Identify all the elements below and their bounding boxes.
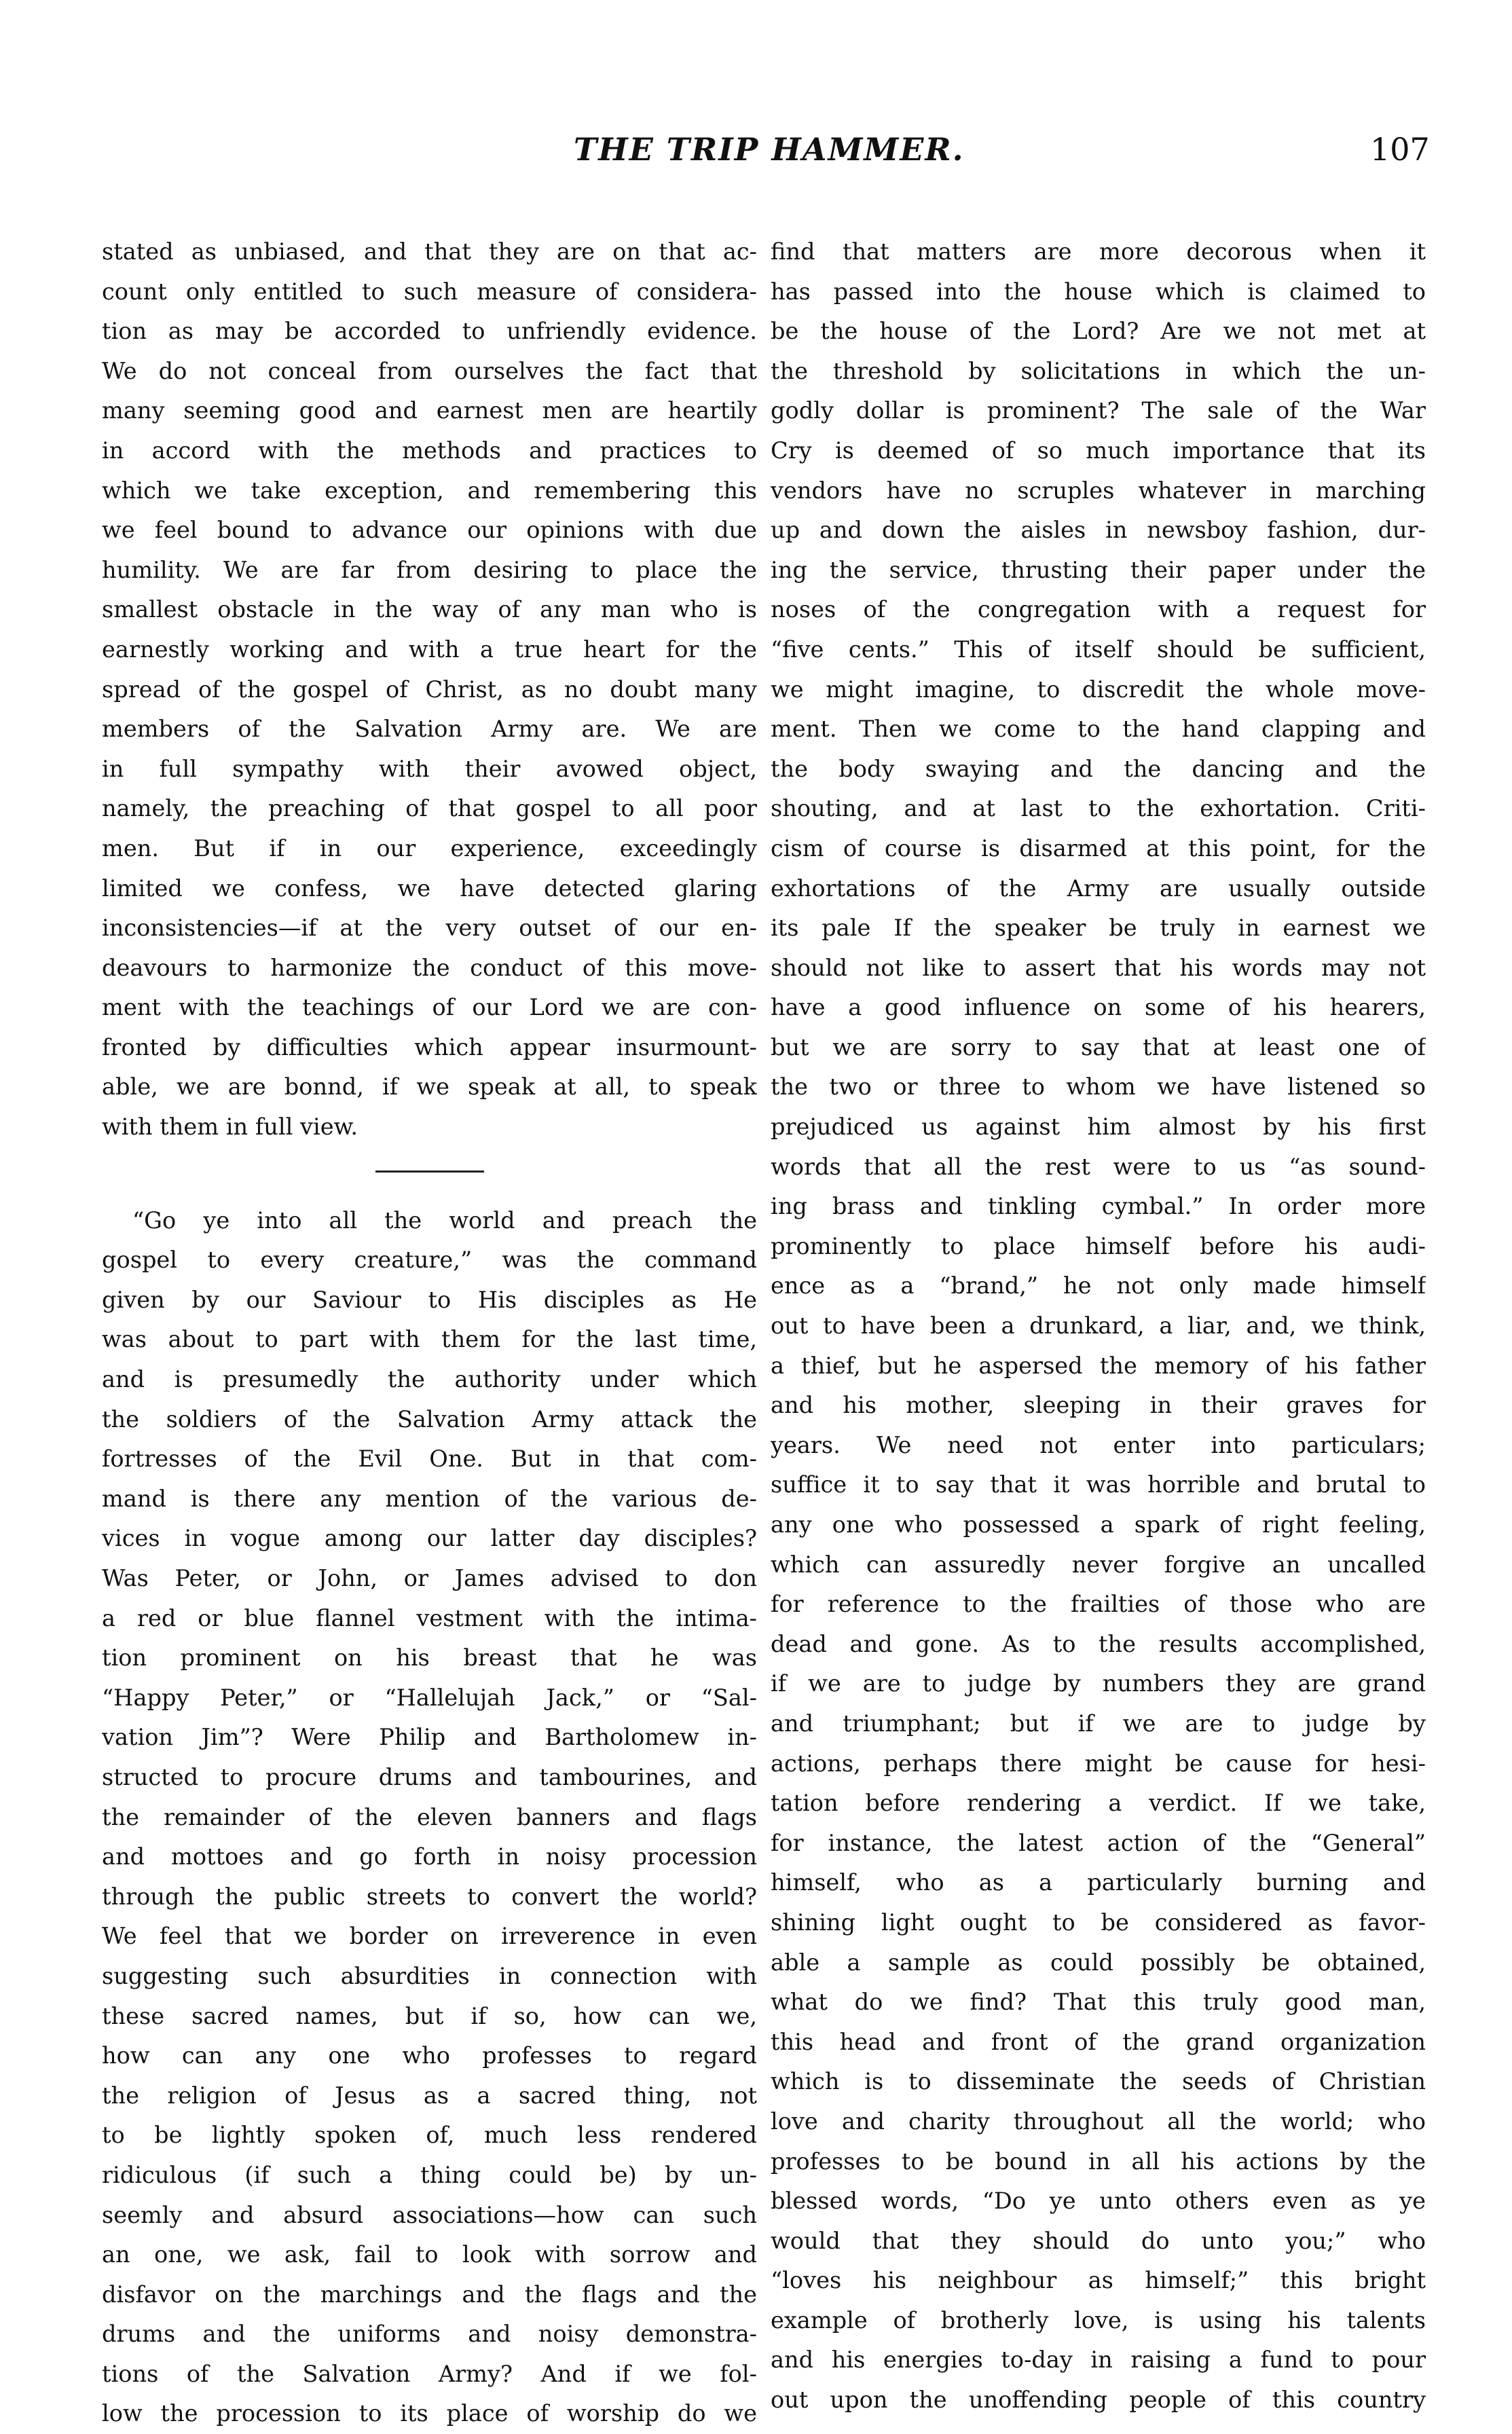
text-line: for instance, the latest action of the “General”	[771, 1829, 1426, 1856]
text-line: Cry is deemed of so much importance that its	[771, 437, 1426, 464]
text-line: ment with the teachings of our Lord we are con-	[102, 994, 757, 1021]
text-line: earnestly working and with a true heart for the	[102, 635, 757, 663]
text-line: “five cents.” This of itself should be sufficient,	[771, 635, 1426, 663]
text-line: an one, we ask, fail to look with sorrow and	[102, 2241, 757, 2268]
text-line: vices in vogue among our latter day disciples?	[102, 1525, 757, 1552]
text-line: and is presumedly the authority under which	[102, 1366, 757, 1393]
text-line: prejudiced us against him almost by his first	[771, 1113, 1426, 1141]
page-header	[0, 124, 1512, 179]
text-line: with them in full view.	[102, 1113, 358, 1141]
text-line: for reference to the frailties of those who are	[771, 1591, 1426, 1618]
text-line: this head and front of the grand organization	[771, 2028, 1426, 2055]
text-line: noses of the congregation with a request for	[771, 596, 1426, 623]
text-line: deavours to harmonize the conduct of this move-	[102, 954, 757, 981]
text-line: inconsistencies—if at the very outset of our en-	[102, 915, 757, 942]
text-line: what do we find? That this truly good man,	[771, 1989, 1426, 2016]
text-line: cism of course is disarmed at this point, for the	[771, 834, 1426, 862]
text-line: gospel to every creature,” was the command	[102, 1247, 757, 1274]
text-line: shouting, and at last to the exhortation. Criti-	[771, 795, 1426, 822]
text-line: prominently to place himself before his audi-	[771, 1232, 1426, 1259]
text-line: and triumphant; but if we are to judge by	[771, 1710, 1426, 1737]
text-line: example of brotherly love, is using his talents	[771, 2306, 1426, 2334]
text-line: humility. We are far from desiring to place the	[102, 556, 757, 583]
text-line: a red or blue flannel vestment with the intima-	[102, 1604, 757, 1631]
text-line: the threshold by solicitations in which the un-	[771, 357, 1426, 384]
text-line: how can any one who professes to regard	[102, 2042, 757, 2069]
text-line: suffice it to say that it was horrible and brutal to	[771, 1471, 1426, 1498]
text-line: namely, the preaching of that gospel to all poor	[102, 795, 757, 822]
text-line: the body swaying and the dancing and the	[771, 755, 1426, 782]
text-line: years. We need not enter into particulars;	[771, 1431, 1426, 1458]
text-line: limited we confess, we have detected glaring	[102, 874, 757, 902]
text-line: blessed words, “Do ye unto others even as ye	[771, 2188, 1426, 2215]
text-line: We feel that we border on irreverence in even	[102, 1923, 757, 1950]
text-line: but we are sorry to say that at least one of	[771, 1033, 1426, 1061]
text-line: in full sympathy with their avowed object,	[102, 755, 757, 782]
text-line: out to have been a drunkard, a liar, and, we think,	[771, 1312, 1426, 1340]
text-line: if we are to judge by numbers they are grand	[771, 1670, 1426, 1697]
text-line: men. But if in our experience, exceedingly	[102, 834, 757, 862]
text-line: through the public streets to convert the world?	[102, 1883, 757, 1910]
text-line: has passed into the house which is claimed to	[771, 278, 1426, 305]
text-line: dead and gone. As to the results accomplished,	[771, 1630, 1426, 1657]
text-line: suggesting such absurdities in connection with	[102, 1962, 757, 1989]
text-line: we feel bound to advance our opinions with due	[102, 517, 757, 544]
text-line: ridiculous (if such a thing could be) by un-	[102, 2161, 757, 2188]
text-line: shining light ought to be considered as favor-	[771, 1909, 1426, 1936]
text-line: which can assuredly never forgive an uncalled	[771, 1551, 1426, 1578]
text-line: tion as may be accorded to unfriendly evidence.	[102, 318, 757, 345]
text-line: able a sample as could possibly be obtained,	[771, 1949, 1426, 1976]
text-line: the soldiers of the Salvation Army attack the	[102, 1405, 757, 1433]
text-line: spread of the gospel of Christ, as no doubt many	[102, 676, 757, 703]
text-line: should not like to assert that his words may not	[771, 954, 1426, 981]
text-line: Was Peter, or John, or James advised to don	[102, 1565, 757, 1591]
text-line: out upon the unoffending people of this country	[771, 2386, 1426, 2414]
text-line: actions, perhaps there might be cause for hesi-	[771, 1750, 1426, 1777]
text-line: ment. Then we come to the hand clapping and	[771, 716, 1426, 743]
text-line: seemly and absurd associations—how can such	[102, 2201, 757, 2228]
text-line: “loves his neighbour as himself;” this bright	[771, 2267, 1426, 2294]
text-line: drums and the uniforms and noisy demonstra-	[102, 2321, 757, 2348]
text-line: tions of the Salvation Army? And if we fol-	[102, 2360, 757, 2387]
text-line: disfavor on the marchings and the flags and the	[102, 2281, 757, 2308]
page-number: 107	[1370, 131, 1430, 168]
text-line: in accord with the methods and practices to	[102, 437, 757, 464]
text-line: members of the Salvation Army are. We are	[102, 716, 757, 743]
text-line: a thief, but he aspersed the memory of his father	[771, 1352, 1426, 1379]
text-line: which we take exception, and remembering this	[102, 477, 757, 504]
text-line: its pale If the speaker be truly in earnest we	[771, 915, 1426, 942]
text-line: be the house of the Lord? Are we not met at	[771, 318, 1426, 345]
text-line: would that they should do unto you;” who	[771, 2227, 1426, 2254]
text-line: which is to disseminate the seeds of Christian	[771, 2068, 1426, 2095]
text-line: professes to be bound in all his actions by the	[771, 2147, 1426, 2175]
text-line: love and charity throughout all the world; who	[771, 2107, 1426, 2135]
text-line: We do not conceal from ourselves the fact that	[102, 357, 757, 384]
text-line: the remainder of the eleven banners and flags	[102, 1803, 757, 1830]
paragraph-2	[102, 1201, 757, 2434]
text-line: godly dollar is prominent? The sale of the War	[771, 397, 1426, 424]
text-line: these sacred names, but if so, how can we,	[102, 2002, 757, 2029]
paragraph-1	[102, 232, 757, 1147]
text-line: up and down the aisles in newsboy fashion, dur-	[771, 517, 1426, 544]
text-line: structed to procure drums and tambourines, and	[102, 1763, 757, 1790]
paragraph-3	[771, 232, 1426, 2420]
text-line: exhortations of the Army are usually outside	[771, 874, 1426, 902]
text-line: any one who possessed a spark of right feeling,	[771, 1511, 1426, 1538]
text-line: was about to part with them for the last time,	[102, 1326, 757, 1353]
text-line: the two or three to whom we have listened so	[771, 1073, 1426, 1101]
left-column	[102, 232, 757, 2434]
text-line: low the procession to its place of worship do we	[102, 2400, 757, 2427]
text-line: ing brass and tinkling cymbal.” In order more	[771, 1193, 1426, 1220]
text-line: given by our Saviour to His disciples as He	[102, 1286, 757, 1313]
running-title: THE TRIP HAMMER.	[574, 131, 965, 168]
text-line: count only entitled to such measure of considera-	[102, 278, 757, 305]
text-line: and his energies to-day in raising a fund to pour	[771, 2346, 1426, 2374]
text-line: himself, who as a particularly burning and	[771, 1869, 1426, 1896]
text-line: many seeming good and earnest men are heartily	[102, 397, 757, 424]
text-line: smallest obstacle in the way of any man who is	[102, 596, 757, 623]
text-line: fronted by difficulties which appear insurmount-	[102, 1033, 757, 1061]
text-line: we might imagine, to discredit the whole move-	[771, 676, 1426, 703]
text-line: tation before rendering a verdict. If we take,	[771, 1790, 1426, 1817]
text-line: have a good influence on some of his hearers,	[771, 994, 1426, 1021]
text-line: find that matters are more decorous when it	[771, 238, 1426, 265]
text-line: vation Jim”? Were Philip and Bartholomew in-	[102, 1724, 757, 1751]
text-line: ence as a “brand,” he not only made himself	[771, 1272, 1426, 1299]
text-line: to be lightly spoken of, much less rendered	[102, 2122, 757, 2149]
text-line: “Happy Peter,” or “Hallelujah Jack,” or “Sal-	[102, 1684, 757, 1711]
right-column	[771, 232, 1426, 2420]
text-line: stated as unbiased, and that they are on that ac-	[102, 238, 757, 265]
text-line: tion prominent on his breast that he was	[102, 1644, 757, 1672]
text-line: and his mother, sleeping in their graves for	[771, 1392, 1426, 1419]
text-line: the religion of Jesus as a sacred thing, not	[102, 2082, 757, 2109]
text-line: “Go ye into all the world and preach the	[132, 1206, 757, 1234]
text-line: and mottoes and go forth in noisy procession	[102, 1843, 757, 1870]
section-divider	[375, 1170, 484, 1173]
text-line: able, we are bonnd, if we speak at all, to speak	[102, 1073, 757, 1101]
text-line: words that all the rest were to us “as sound-	[771, 1153, 1426, 1180]
text-line: vendors have no scruples whatever in marching	[771, 477, 1426, 504]
text-line: ing the service, thrusting their paper under the	[771, 556, 1426, 583]
text-line: fortresses of the Evil One. But in that com-	[102, 1445, 757, 1473]
text-line: mand is there any mention of the various de-	[102, 1485, 757, 1512]
